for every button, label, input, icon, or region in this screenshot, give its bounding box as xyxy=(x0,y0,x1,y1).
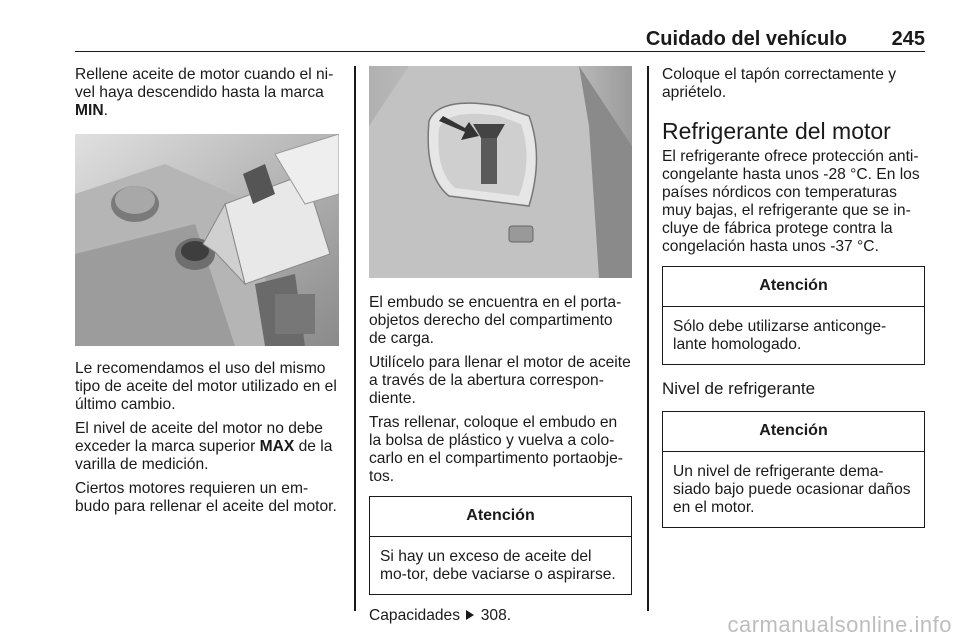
page-reference-arrow-icon xyxy=(466,610,474,620)
warning-body: Si hay un exceso de aceite del mo-tor, debe vaciarse o aspirarse. xyxy=(380,548,616,583)
page-header xyxy=(75,0,925,52)
refill-paragraph: Rellene aceite de motor cuando el ni-vel haya descendido hasta la marca MIN. xyxy=(75,66,334,119)
funnel-storage-illustration xyxy=(369,66,632,278)
engine-oil-fill-illustration xyxy=(75,134,339,346)
min-mark: MIN xyxy=(75,102,104,119)
coolant-paragraph: El refrigerante ofrece protección anti-congelante hasta unos -28 °C. En los países nórdicos con temperaturas muy bajas, el refrigerante que se in-cluye de fábrica protege contra la congelación hasta unos -37 °C. xyxy=(662,148,920,255)
antifreeze-warning-box xyxy=(662,266,925,365)
section-title: Cuidado del vehículo xyxy=(645,28,847,50)
column-divider-1 xyxy=(354,66,356,611)
coolant-level-heading: Nivel de refrigerante xyxy=(662,379,816,398)
cap-paragraph: Coloque el tapón correctamente y apriételo. xyxy=(662,66,897,101)
oil-excess-warning-box xyxy=(369,496,632,595)
funnel-storage-paragraph: Tras rellenar, coloque el embudo en la bolsa de plástico y vuelva a colo-carlo en el compartimento portaobje-tos. xyxy=(369,414,623,485)
capacities-page-link[interactable]: 308. xyxy=(480,607,512,624)
column-2 xyxy=(369,66,632,631)
column-1 xyxy=(75,66,339,522)
funnel-use-paragraph: Utilícelo para llenar el motor de aceite a través de la abertura correspon-diente. xyxy=(369,354,631,407)
max-mark: MAX xyxy=(259,438,295,455)
column-divider-2 xyxy=(647,66,649,611)
max-mark-paragraph: El nivel de aceite del motor no debe exceder la marca superior MAX de la varilla de medición. xyxy=(75,420,333,473)
column-3 xyxy=(662,66,925,538)
warning-body: Sólo debe utilizarse anticonge-lante homologado. xyxy=(673,318,887,353)
capacities-reference: Capacidades 308. xyxy=(369,607,512,624)
page-number: 245 xyxy=(891,28,925,50)
same-oil-paragraph: Le recomendamos el uso del mismo tipo de aceite del motor utilizado en el último cambio. xyxy=(75,360,337,413)
warning-title: Atención xyxy=(663,412,924,452)
low-coolant-warning-box xyxy=(662,411,925,528)
warning-title: Atención xyxy=(370,497,631,537)
warning-body: Un nivel de refrigerante dema-siado bajo puede ocasionar daños en el motor. xyxy=(673,463,911,516)
funnel-location-paragraph: El embudo se encuentra en el porta-objetos derecho del compartimento de carga. xyxy=(369,294,622,347)
warning-title: Atención xyxy=(663,267,924,307)
funnel-paragraph: Ciertos motores requieren un em-budo para rellenar el aceite del motor. xyxy=(75,480,337,515)
watermark: carmanualsonline.info xyxy=(727,612,952,637)
coolant-heading: Refrigerante del motor xyxy=(662,118,891,144)
